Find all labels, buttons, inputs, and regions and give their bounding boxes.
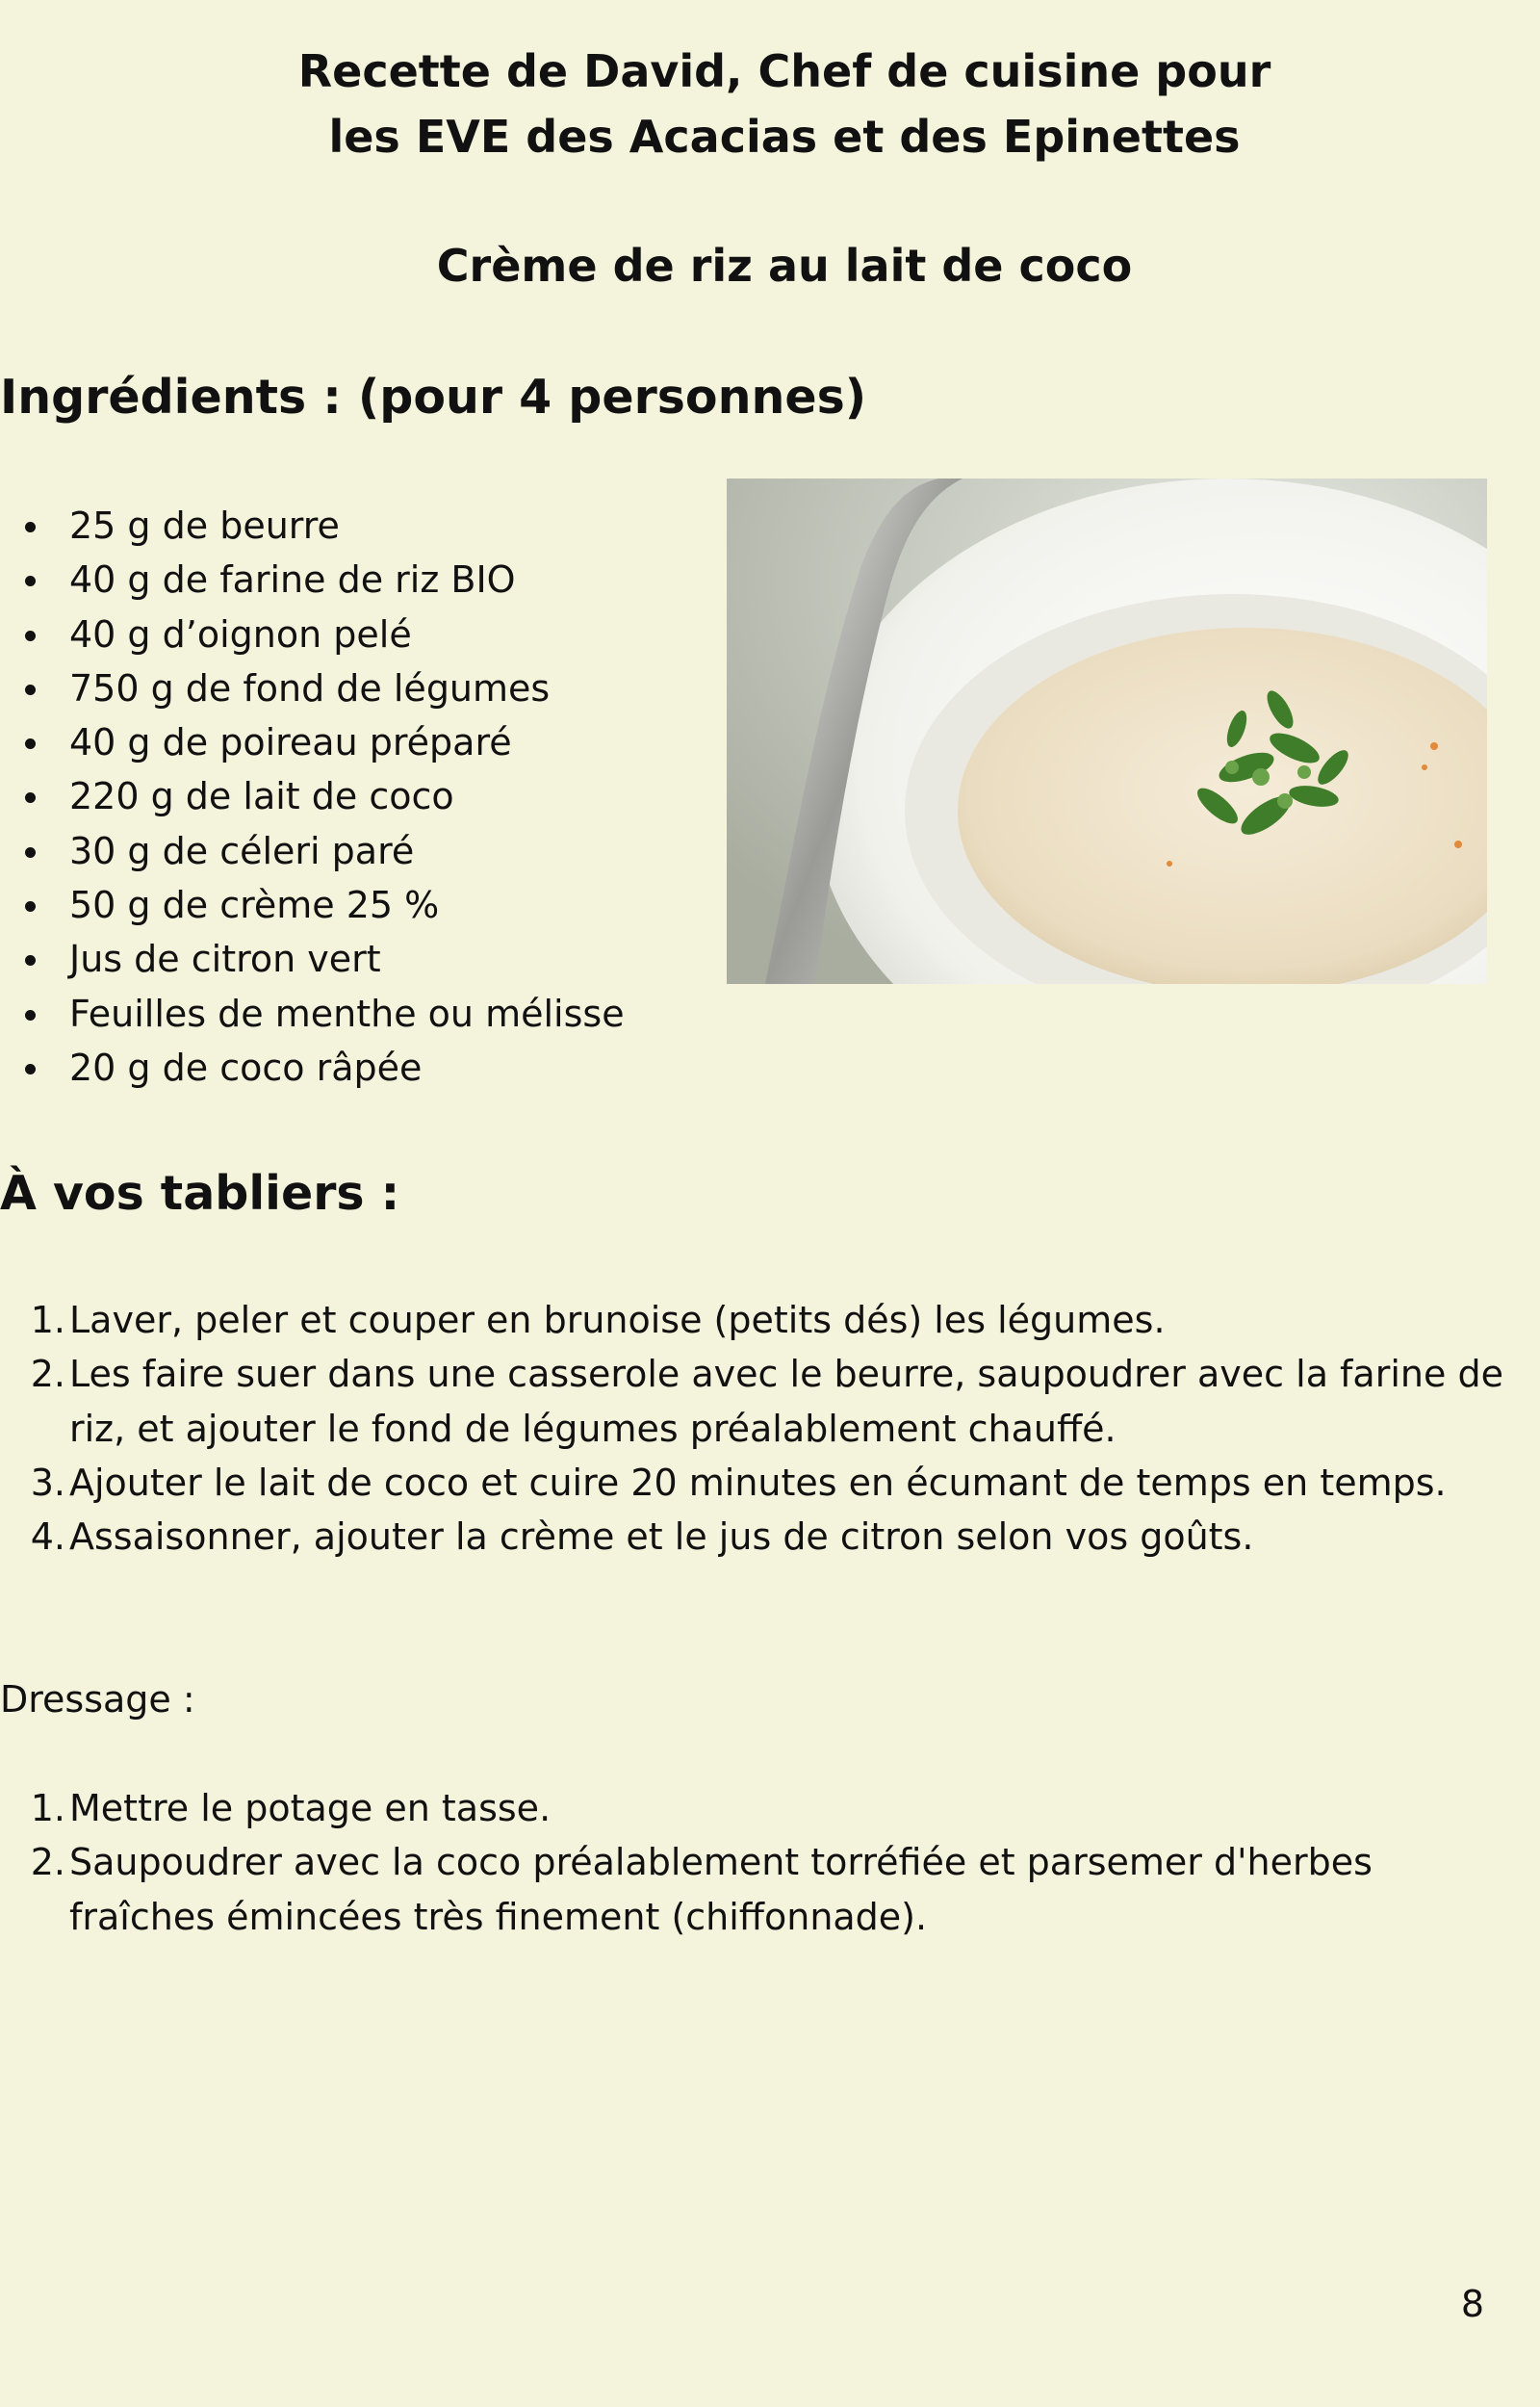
list-item xyxy=(19,1781,1511,1835)
list-item: 25 g de beurre xyxy=(19,499,625,553)
list-item: 30 g de céleri paré xyxy=(19,824,625,878)
recipe-author-title xyxy=(0,39,1540,169)
list-item: 40 g d’oignon pelé xyxy=(19,608,625,661)
page-number: 8 xyxy=(1460,2283,1485,2325)
list-item xyxy=(19,1835,1511,1944)
step-text: Laver, peler et couper en brunoise (petits dés) les légumes. xyxy=(69,1299,1166,1341)
list-item xyxy=(19,1347,1540,1456)
method-steps xyxy=(19,1293,1540,1564)
step-number: 3. xyxy=(30,1461,65,1504)
step-text: Saupoudrer avec la coco préalablement torréfiée et parsemer d'herbes fraîches émincées très finement (chiffonnade). xyxy=(69,1841,1373,1938)
step-number: 4. xyxy=(30,1515,65,1559)
list-item: Feuilles de menthe ou mélisse xyxy=(19,987,625,1041)
ingredients-heading: Ingrédients : (pour 4 personnes) xyxy=(0,370,867,425)
list-item xyxy=(19,1456,1540,1510)
step-number: 1. xyxy=(30,1299,65,1341)
step-number: 2. xyxy=(30,1841,65,1884)
ingredients-list xyxy=(19,499,625,1095)
step-text: Les faire suer dans une casserole avec le beurre, saupoudrer avec la farine de riz, et ajouter le fond de légumes préalablement chauffé. xyxy=(69,1353,1503,1450)
title-line-1: Recette de David, Chef de cuisine pour xyxy=(297,45,1271,97)
step-text: Mettre le potage en tasse. xyxy=(69,1787,552,1829)
step-text: Ajouter le lait de coco et cuire 20 minutes en écumant de temps en temps. xyxy=(69,1461,1447,1504)
step-number: 2. xyxy=(30,1353,65,1396)
step-number: 1. xyxy=(30,1787,65,1829)
list-item xyxy=(19,1510,1540,1564)
soup-bowl-image xyxy=(727,479,1487,984)
list-item: 220 g de lait de coco xyxy=(19,769,625,823)
list-item: 750 g de fond de légumes xyxy=(19,661,625,715)
list-item: 20 g de coco râpée xyxy=(19,1041,625,1095)
dressage-label: Dressage : xyxy=(0,1678,195,1721)
list-item xyxy=(19,1293,1540,1347)
list-item: 50 g de crème 25 % xyxy=(19,878,625,932)
method-heading: À vos tabliers : xyxy=(0,1166,400,1221)
list-item: 40 g de farine de riz BIO xyxy=(19,553,625,607)
soup-photo xyxy=(727,479,1487,984)
title-line-2: les EVE des Acacias et des Epinettes xyxy=(328,111,1241,163)
list-item: Jus de citron vert xyxy=(19,932,625,986)
dressage-steps xyxy=(19,1781,1511,1944)
step-text: Assaisonner, ajouter la crème et le jus de citron selon vos goûts. xyxy=(69,1515,1254,1559)
dish-title: Crème de riz au lait de coco xyxy=(436,240,1133,292)
list-item: 40 g de poireau préparé xyxy=(19,715,625,769)
